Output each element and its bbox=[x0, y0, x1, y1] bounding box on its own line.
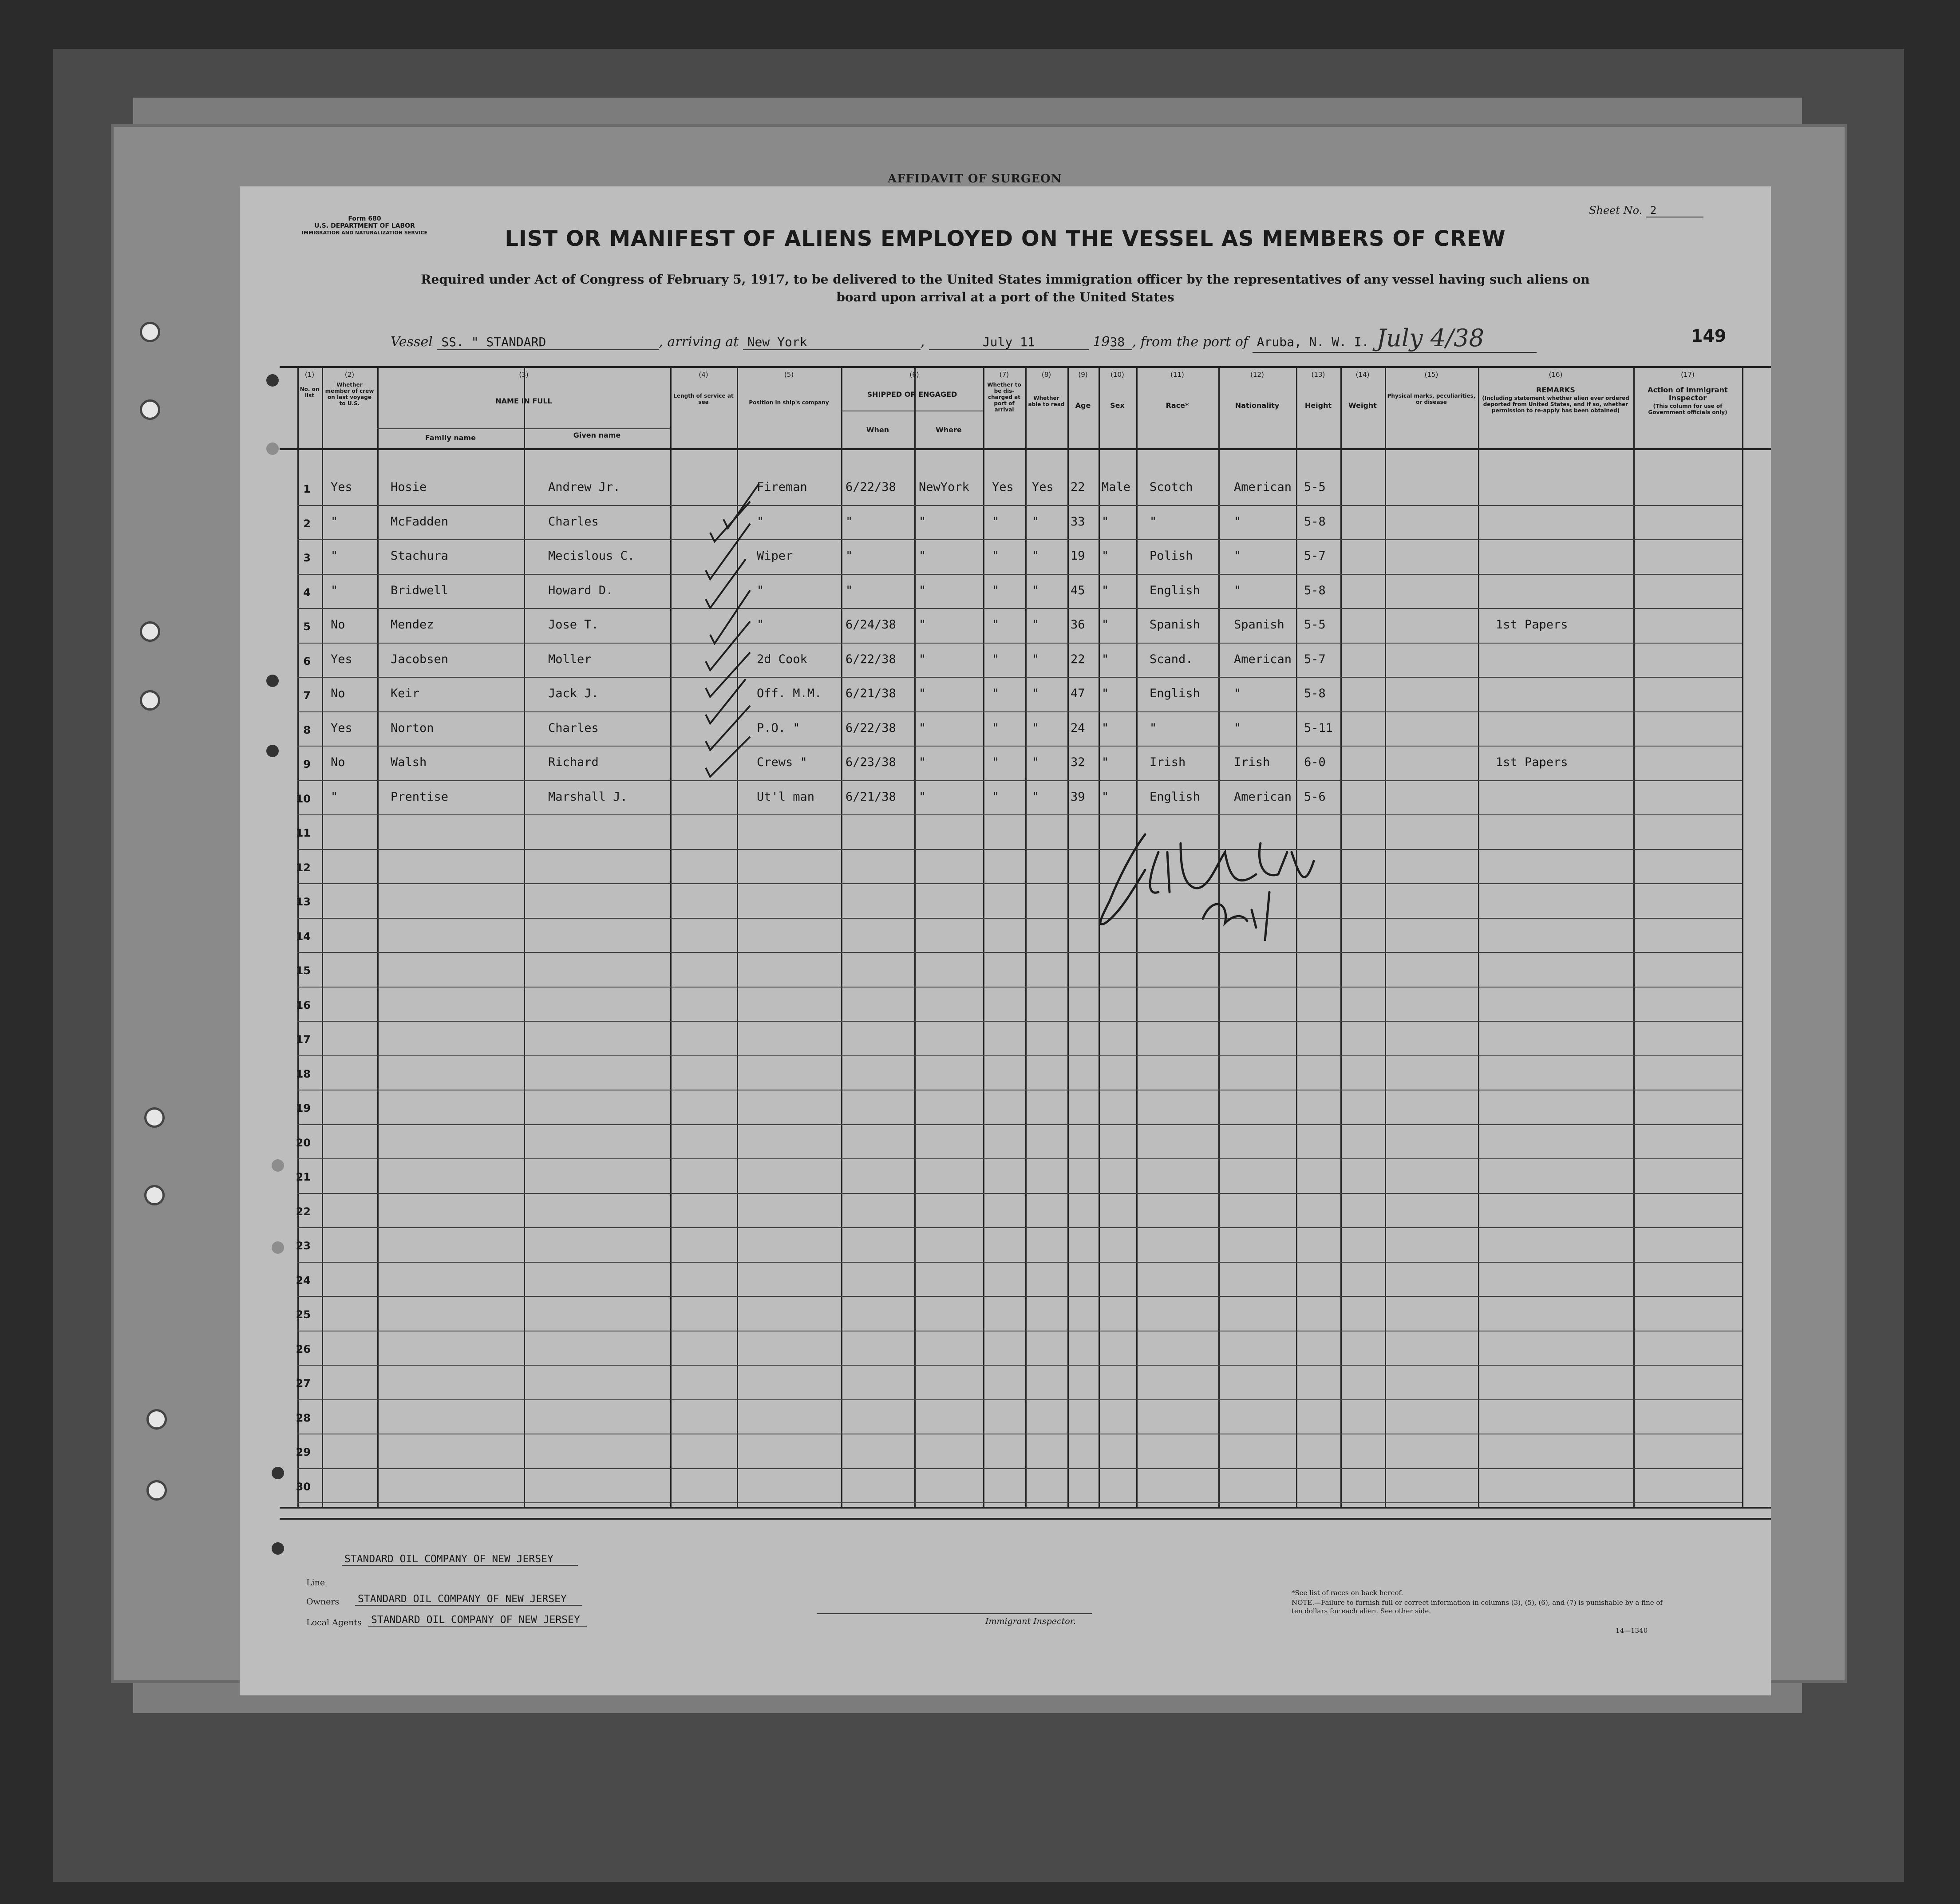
header-action-note: (This column for use of Government officials only) bbox=[1648, 403, 1727, 415]
cell-family-name: Jacobsen bbox=[391, 652, 449, 666]
cell-family-name: Keir bbox=[391, 687, 420, 700]
row-number: 6 bbox=[303, 655, 311, 668]
cell-discharged: " bbox=[992, 790, 1000, 804]
cell-discharged: Yes bbox=[992, 480, 1014, 494]
cell-family-name: Prentise bbox=[391, 790, 449, 804]
column-number: (1) bbox=[304, 371, 315, 379]
cell-where: " bbox=[919, 549, 926, 563]
row-number: 20 bbox=[296, 1136, 311, 1149]
cell-crew: Yes bbox=[331, 652, 352, 666]
cell-height: 5-7 bbox=[1304, 549, 1326, 563]
local-agents-label: Local Agents bbox=[306, 1618, 362, 1627]
column-number: (9) bbox=[1078, 371, 1088, 379]
cell-remarks: 1st Papers bbox=[1496, 618, 1568, 632]
cell-family-name: Hosie bbox=[391, 480, 427, 494]
cell-where: " bbox=[919, 721, 926, 735]
row-number: 15 bbox=[296, 964, 311, 977]
table-row bbox=[297, 918, 1742, 952]
column-number: (13) bbox=[1311, 371, 1325, 379]
cell-nationality: " bbox=[1234, 549, 1241, 563]
row-number: 9 bbox=[303, 758, 311, 770]
cell-height: 5-11 bbox=[1304, 721, 1333, 735]
table-row bbox=[297, 849, 1742, 884]
column-number: (10) bbox=[1110, 371, 1124, 379]
row-number: 1 bbox=[303, 483, 311, 495]
sheet-number-value: 2 bbox=[1646, 204, 1703, 217]
cell-discharged: " bbox=[992, 549, 1000, 563]
print-code: 14—1340 bbox=[1616, 1627, 1648, 1635]
cell-given-name: Charles bbox=[548, 721, 599, 735]
check-mark bbox=[706, 524, 750, 579]
table-row bbox=[297, 574, 1742, 608]
cell-height: 5-8 bbox=[1304, 583, 1326, 597]
table-row bbox=[297, 1055, 1742, 1090]
column-number: (15) bbox=[1424, 371, 1438, 379]
header-race: Race* bbox=[1166, 401, 1189, 410]
punch-hole bbox=[146, 1409, 167, 1430]
check-mark bbox=[706, 559, 746, 608]
column-divider bbox=[524, 428, 525, 448]
cell-when: " bbox=[846, 583, 853, 597]
cell-when: 6/24/38 bbox=[846, 618, 896, 632]
cell-where: " bbox=[919, 687, 926, 700]
cell-age: 47 bbox=[1071, 687, 1085, 700]
cell-crew: " bbox=[331, 549, 338, 563]
department-name: U.S. DEPARTMENT OF LABOR bbox=[314, 222, 415, 229]
cell-able-to-read: " bbox=[1032, 618, 1039, 632]
cell-age: 33 bbox=[1071, 514, 1085, 529]
margin-dot bbox=[272, 1467, 284, 1479]
cell-where: " bbox=[919, 652, 926, 666]
cell-position: " bbox=[757, 583, 764, 597]
cell-age: 22 bbox=[1071, 480, 1085, 494]
row-number: 12 bbox=[296, 861, 311, 874]
table-row bbox=[297, 883, 1742, 918]
check-mark bbox=[706, 621, 750, 670]
row-number: 17 bbox=[296, 1033, 311, 1046]
column-number: (17) bbox=[1681, 371, 1695, 379]
cell-nationality: " bbox=[1234, 514, 1241, 529]
cell-able-to-read: " bbox=[1032, 652, 1039, 666]
cell-able-to-read: " bbox=[1032, 755, 1039, 769]
cell-nationality: American bbox=[1234, 790, 1292, 804]
table-row bbox=[297, 539, 1742, 574]
row-number: 5 bbox=[303, 620, 311, 633]
row-number: 4 bbox=[303, 586, 311, 599]
cell-height: 5-6 bbox=[1304, 790, 1326, 804]
table-bottom-rule bbox=[280, 1518, 1771, 1520]
cell-family-name: McFadden bbox=[391, 514, 449, 529]
row-number: 23 bbox=[296, 1240, 311, 1252]
cell-able-to-read: " bbox=[1032, 514, 1039, 529]
header-when: When bbox=[866, 426, 889, 434]
margin-dot bbox=[272, 1542, 284, 1555]
header-remarks: REMARKS bbox=[1536, 386, 1575, 394]
service-name: IMMIGRATION AND NATURALIZATION SERVICE bbox=[302, 230, 428, 236]
cell-height: 5-8 bbox=[1304, 514, 1326, 529]
table-row bbox=[297, 1227, 1742, 1262]
cell-age: 36 bbox=[1071, 618, 1085, 632]
cell-given-name: Andrew Jr. bbox=[548, 480, 620, 494]
inspector-label: Immigrant Inspector. bbox=[985, 1616, 1076, 1626]
column-number: (7) bbox=[999, 371, 1009, 379]
departure-port-text: Aruba, N. W. I. bbox=[1257, 335, 1369, 349]
cell-height: 5-5 bbox=[1304, 480, 1326, 494]
cell-age: 19 bbox=[1071, 549, 1085, 563]
affidavit-heading: AFFIDAVIT OF SURGEON bbox=[888, 172, 1062, 186]
cell-where: " bbox=[919, 790, 926, 804]
cell-remarks: 1st Papers bbox=[1496, 755, 1568, 769]
cell-crew: No bbox=[331, 687, 345, 700]
cell-able-to-read: " bbox=[1032, 790, 1039, 804]
cell-discharged: " bbox=[992, 721, 1000, 735]
row-number: 29 bbox=[296, 1446, 311, 1458]
cell-nationality: " bbox=[1234, 687, 1241, 700]
cell-when: 6/22/38 bbox=[846, 721, 896, 735]
check-marks bbox=[701, 475, 834, 830]
row-number: 18 bbox=[296, 1067, 311, 1080]
cell-able-to-read: Yes bbox=[1032, 480, 1054, 494]
departure-port bbox=[1253, 324, 1537, 353]
cell-given-name: Richard bbox=[548, 755, 599, 769]
row-rule bbox=[297, 1502, 1742, 1503]
sheet-number-label: Sheet No. bbox=[1589, 204, 1643, 217]
cell-given-name: Mecislous C. bbox=[548, 549, 635, 563]
cell-nationality: American bbox=[1234, 480, 1292, 494]
cell-position: P.O. " bbox=[757, 721, 800, 735]
cell-crew: No bbox=[331, 618, 345, 632]
header-name-in-full: NAME IN FULL bbox=[495, 397, 552, 405]
header-height: Height bbox=[1304, 401, 1332, 410]
table-row bbox=[297, 1193, 1742, 1228]
arrival-year: 38 bbox=[1110, 335, 1132, 350]
column-divider bbox=[914, 411, 916, 448]
owners-value: STANDARD OIL COMPANY OF NEW JERSEY bbox=[355, 1593, 582, 1606]
header-weight: Weight bbox=[1348, 401, 1377, 410]
cell-position: " bbox=[757, 618, 764, 632]
column-number: (8) bbox=[1041, 371, 1051, 379]
header-remarks-note: (Including statement whether alien ever ordered deported from United States, and if so, whether permission to re-apply has been obtained) bbox=[1482, 395, 1629, 414]
punch-hole bbox=[144, 1107, 165, 1128]
table-row bbox=[297, 952, 1742, 987]
header-nationality: Nationality bbox=[1235, 401, 1280, 410]
punch-hole bbox=[140, 399, 160, 420]
header-able-to-read: Whether able to read bbox=[1028, 395, 1065, 407]
cell-race: English bbox=[1150, 687, 1200, 700]
table-row bbox=[297, 470, 1742, 505]
cell-race: Irish bbox=[1150, 755, 1186, 769]
table-row bbox=[297, 987, 1742, 1021]
table-row bbox=[297, 814, 1742, 849]
cell-crew: " bbox=[331, 790, 338, 804]
cell-crew: Yes bbox=[331, 480, 352, 494]
row-number: 7 bbox=[303, 689, 311, 702]
table-row bbox=[297, 505, 1742, 540]
cell-age: 22 bbox=[1071, 652, 1085, 666]
cell-family-name: Walsh bbox=[391, 755, 427, 769]
from-label: , from the port of bbox=[1132, 334, 1249, 350]
owners-label: Owners bbox=[306, 1597, 340, 1607]
cell-sex: " bbox=[1102, 790, 1109, 804]
cell-nationality: " bbox=[1234, 721, 1241, 735]
column-number: (6) bbox=[909, 371, 919, 379]
vessel-line: Vessel SS. " STANDARD , arriving at New York , July 11 1938 , from the port of Aruba, N. W. I. July 4/38 bbox=[391, 324, 1537, 353]
header-physical-marks: Physical marks, peculiarities, or disease bbox=[1387, 393, 1476, 405]
cell-crew: Yes bbox=[331, 721, 352, 735]
column-number: (3) bbox=[519, 371, 529, 379]
column-divider bbox=[1742, 366, 1743, 1507]
cell-crew: No bbox=[331, 755, 345, 769]
check-mark bbox=[723, 484, 759, 528]
column-number: (4) bbox=[699, 371, 708, 379]
row-number: 26 bbox=[296, 1343, 311, 1355]
cell-sex: " bbox=[1102, 652, 1109, 666]
cell-given-name: Charles bbox=[548, 514, 599, 529]
punch-hole bbox=[140, 322, 160, 342]
cell-nationality: " bbox=[1234, 583, 1241, 597]
cell-sex: " bbox=[1102, 618, 1109, 632]
margin-dot bbox=[272, 1159, 284, 1172]
row-number: 25 bbox=[296, 1308, 311, 1321]
row-number: 16 bbox=[296, 999, 311, 1011]
cell-position: Off. M.M. bbox=[757, 687, 822, 700]
cell-sex: " bbox=[1102, 549, 1109, 563]
cell-family-name: Bridwell bbox=[391, 583, 449, 597]
table-bottom-rule bbox=[280, 1507, 1771, 1509]
margin-dot bbox=[266, 374, 279, 387]
cell-race: English bbox=[1150, 583, 1200, 597]
header-age: Age bbox=[1075, 401, 1091, 410]
table-row bbox=[297, 1262, 1742, 1296]
cell-when: 6/21/38 bbox=[846, 687, 896, 700]
surgeon-signature bbox=[1092, 826, 1323, 941]
handwritten-date: July 4/38 bbox=[1376, 324, 1485, 352]
manifest-form bbox=[240, 186, 1771, 1695]
cell-nationality: Irish bbox=[1234, 755, 1270, 769]
punch-hole bbox=[140, 621, 160, 642]
cell-where: " bbox=[919, 618, 926, 632]
cell-sex: " bbox=[1102, 755, 1109, 769]
cell-given-name: Jose T. bbox=[548, 618, 599, 632]
column-number: (14) bbox=[1355, 371, 1370, 379]
cell-nationality: American bbox=[1234, 652, 1292, 666]
header-length-service: Length of service at sea bbox=[673, 393, 734, 405]
cell-position: Wiper bbox=[757, 549, 793, 563]
cell-where: " bbox=[919, 514, 926, 529]
cell-when: 6/21/38 bbox=[846, 790, 896, 804]
header-position: Position in ship's company bbox=[749, 399, 829, 406]
vessel-name: SS. " STANDARD bbox=[437, 335, 659, 350]
arriving-port: New York bbox=[743, 335, 921, 350]
inspector-signature-line bbox=[817, 1613, 1092, 1614]
footnote-races: *See list of races on back hereof. bbox=[1292, 1589, 1403, 1597]
table-row bbox=[297, 1296, 1742, 1331]
row-number: 30 bbox=[296, 1480, 311, 1493]
cell-where: NewYork bbox=[919, 480, 969, 494]
check-mark bbox=[710, 590, 750, 644]
cell-able-to-read: " bbox=[1032, 549, 1039, 563]
line-label: Line bbox=[306, 1578, 325, 1588]
cell-when: 6/22/38 bbox=[846, 480, 896, 494]
cell-age: 39 bbox=[1071, 790, 1085, 804]
cell-discharged: " bbox=[992, 687, 1000, 700]
cell-height: 6-0 bbox=[1304, 755, 1326, 769]
cell-race: Scotch bbox=[1150, 480, 1193, 494]
row-number: 21 bbox=[296, 1171, 311, 1183]
punch-hole bbox=[146, 1480, 167, 1501]
margin-dot bbox=[266, 442, 279, 455]
row-number: 14 bbox=[296, 930, 311, 943]
cell-age: 32 bbox=[1071, 755, 1085, 769]
cell-discharged: " bbox=[992, 755, 1000, 769]
form-number: Form 680 bbox=[348, 215, 381, 222]
check-mark bbox=[706, 737, 750, 777]
sheet-number bbox=[1589, 204, 1703, 217]
cell-height: 5-7 bbox=[1304, 652, 1326, 666]
margin-dot bbox=[272, 1241, 284, 1254]
margin-dot bbox=[266, 675, 279, 687]
row-number: 10 bbox=[296, 792, 311, 805]
cell-family-name: Stachura bbox=[391, 549, 449, 563]
header-sex: Sex bbox=[1110, 401, 1125, 410]
cell-position: Ut'l man bbox=[757, 790, 815, 804]
cell-sex: Male bbox=[1102, 480, 1131, 494]
cell-race: " bbox=[1150, 514, 1157, 529]
header-discharged: Whether to be dis-charged at port of arrival bbox=[987, 382, 1021, 413]
table-row bbox=[297, 643, 1742, 677]
local-agents-value: STANDARD OIL COMPANY OF NEW JERSEY bbox=[368, 1614, 587, 1627]
cell-able-to-read: " bbox=[1032, 721, 1039, 735]
header-given-name: Given name bbox=[573, 431, 621, 439]
table-row bbox=[297, 1468, 1742, 1503]
footnote-penalty: NOTE.—Failure to furnish full or correct information in columns (3), (5), (6), and (7) is punishable by a fine of ten dollars for each alien. See other side. bbox=[1292, 1599, 1663, 1615]
table-row bbox=[297, 1365, 1742, 1399]
cell-crew: " bbox=[331, 514, 338, 529]
column-number: (5) bbox=[784, 371, 794, 379]
row-number: 11 bbox=[296, 827, 311, 839]
cell-crew: " bbox=[331, 583, 338, 597]
column-number: (2) bbox=[344, 371, 355, 379]
cell-given-name: Marshall J. bbox=[548, 790, 628, 804]
table-row bbox=[297, 1434, 1742, 1468]
cell-where: " bbox=[919, 583, 926, 597]
cell-race: " bbox=[1150, 721, 1157, 735]
cell-when: " bbox=[846, 514, 853, 529]
line-value: STANDARD OIL COMPANY OF NEW JERSEY bbox=[342, 1553, 578, 1566]
table-row bbox=[297, 677, 1742, 711]
cell-when: " bbox=[846, 549, 853, 563]
row-number: 24 bbox=[296, 1274, 311, 1287]
arriving-label: , arriving at bbox=[659, 334, 739, 350]
cell-discharged: " bbox=[992, 514, 1000, 529]
header-crew-last-voyage: Whether member of crew on last voyage to U.S. bbox=[325, 382, 374, 407]
header-action: Action of Immigrant Inspector bbox=[1648, 386, 1728, 402]
cell-where: " bbox=[919, 755, 926, 769]
cell-position: Fireman bbox=[757, 480, 807, 494]
cell-given-name: Howard D. bbox=[548, 583, 613, 597]
cell-discharged: " bbox=[992, 652, 1000, 666]
cell-discharged: " bbox=[992, 618, 1000, 632]
cell-nationality: Spanish bbox=[1234, 618, 1284, 632]
row-number: 3 bbox=[303, 552, 311, 564]
row-number: 19 bbox=[296, 1102, 311, 1114]
table-row bbox=[297, 1124, 1742, 1159]
page-title: LIST OR MANIFEST OF ALIENS EMPLOYED ON THE VESSEL AS MEMBERS OF CREW bbox=[505, 226, 1506, 251]
row-number: 8 bbox=[303, 723, 311, 736]
cell-discharged: " bbox=[992, 583, 1000, 597]
arrival-date: July 11 bbox=[929, 335, 1089, 350]
cell-height: 5-8 bbox=[1304, 687, 1326, 700]
cell-position: Crews " bbox=[757, 755, 807, 769]
cell-family-name: Norton bbox=[391, 721, 434, 735]
cell-position: " bbox=[757, 514, 764, 529]
page-subtitle: Required under Act of Congress of February 5, 1917, to be delivered to the United States immigration officer by the representatives of any vessel having such aliens on board upon arrival at a port of the United States bbox=[421, 272, 1590, 304]
cell-age: 24 bbox=[1071, 721, 1085, 735]
cell-able-to-read: " bbox=[1032, 583, 1039, 597]
vessel-label: Vessel bbox=[391, 334, 433, 350]
column-number: (11) bbox=[1170, 371, 1184, 379]
cell-given-name: Moller bbox=[548, 652, 592, 666]
table-row bbox=[297, 1331, 1742, 1365]
cell-race: Spanish bbox=[1150, 618, 1200, 632]
table-row bbox=[297, 1090, 1742, 1124]
header-family-name: Family name bbox=[425, 434, 476, 442]
row-number: 27 bbox=[296, 1377, 311, 1390]
table-row bbox=[297, 711, 1742, 746]
column-number: (16) bbox=[1549, 371, 1563, 379]
cell-race: English bbox=[1150, 790, 1200, 804]
table-row bbox=[297, 1158, 1742, 1193]
row-number: 28 bbox=[296, 1411, 311, 1424]
table-row bbox=[297, 1021, 1742, 1055]
header-no-on-list: No. on list bbox=[300, 386, 320, 399]
cell-sex: " bbox=[1102, 514, 1109, 529]
year-prefix: 19 bbox=[1093, 334, 1110, 350]
punch-hole bbox=[140, 690, 160, 711]
header-where: Where bbox=[936, 426, 962, 434]
table-row bbox=[297, 1399, 1742, 1434]
cell-sex: " bbox=[1102, 583, 1109, 597]
stamp-number: 149 bbox=[1691, 326, 1727, 346]
column-number: (12) bbox=[1250, 371, 1264, 379]
cell-height: 5-5 bbox=[1304, 618, 1326, 632]
row-number: 22 bbox=[296, 1205, 311, 1218]
cell-race: Scand. bbox=[1150, 652, 1193, 666]
margin-dot bbox=[266, 745, 279, 757]
row-number: 2 bbox=[303, 517, 311, 530]
header-shipped-engaged: SHIPPED OR ENGAGED bbox=[867, 390, 957, 399]
cell-age: 45 bbox=[1071, 583, 1085, 597]
row-number: 13 bbox=[296, 896, 311, 908]
check-mark bbox=[710, 502, 750, 541]
cell-sex: " bbox=[1102, 721, 1109, 735]
cell-race: Polish bbox=[1150, 549, 1193, 563]
check-mark bbox=[706, 652, 750, 697]
cell-position: 2d Cook bbox=[757, 652, 807, 666]
cell-given-name: Jack J. bbox=[548, 687, 599, 700]
cell-sex: " bbox=[1102, 687, 1109, 700]
cell-when: 6/22/38 bbox=[846, 652, 896, 666]
cell-able-to-read: " bbox=[1032, 687, 1039, 700]
cell-when: 6/23/38 bbox=[846, 755, 896, 769]
table-row bbox=[297, 780, 1742, 815]
punch-hole bbox=[144, 1185, 165, 1205]
cell-family-name: Mendez bbox=[391, 618, 434, 632]
